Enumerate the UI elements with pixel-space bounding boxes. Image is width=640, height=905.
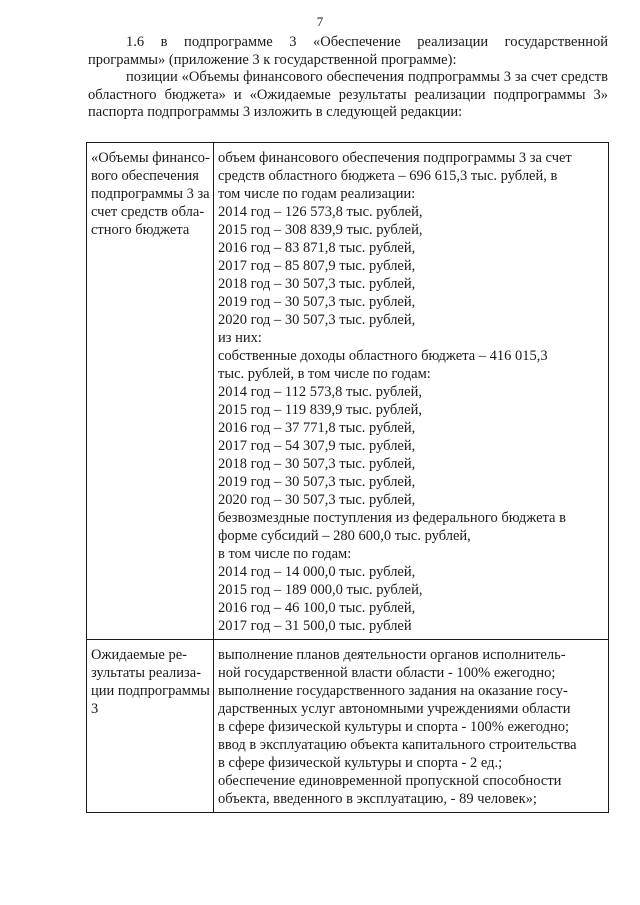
row-content-line: обеспечение единовременной пропускной способности xyxy=(218,773,562,789)
row-label-line: зультаты реализа- xyxy=(91,665,202,681)
row-content-line: объекта, введенного в эксплуатацию, - 89 человек»; xyxy=(218,791,537,807)
intro-paragraph-2: позиции «Объемы финансового обеспечения подпрограммы 3 за счет средств областного бюджета» и «Ожидаемые результаты реализации подпрограммы 3» паспорта подпрограммы 3 изложить в следующей редакции: xyxy=(88,69,608,120)
row-content-line: 2017 год – 85 807,9 тыс. рублей, xyxy=(218,258,416,274)
row-content-line: 2017 год – 31 500,0 тыс. рублей xyxy=(218,618,412,634)
row-label-cell xyxy=(87,640,214,813)
row-content-cell xyxy=(214,640,609,813)
row-content-line: ной государственной власти области - 100% ежегодно; xyxy=(218,665,556,681)
row-content-line: из них: xyxy=(218,330,262,346)
row-content-line: 2015 год – 308 839,9 тыс. рублей, xyxy=(218,222,423,238)
row-content-line: 2016 год – 46 100,0 тыс. рублей, xyxy=(218,600,416,616)
row-content-line: в том числе по годам: xyxy=(218,546,352,562)
row-content-line: ввод в эксплуатацию объекта капитального строительства xyxy=(218,737,577,753)
row-content-line: 2014 год – 14 000,0 тыс. рублей, xyxy=(218,564,416,580)
row-content-line: 2014 год – 112 573,8 тыс. рублей, xyxy=(218,384,422,400)
row-content-line: выполнение планов деятельности органов исполнитель- xyxy=(218,647,566,663)
row-label-cell xyxy=(87,143,214,640)
row-content-line: объем финансового обеспечения подпрограммы 3 за счет xyxy=(218,150,572,166)
row-content-line: 2018 год – 30 507,3 тыс. рублей, xyxy=(218,276,416,292)
row-content-line: тыс. рублей, в том числе по годам: xyxy=(218,366,431,382)
row-content-line: форме субсидий – 280 600,0 тыс. рублей, xyxy=(218,528,471,544)
row-content-line: в сфере физической культуры и спорта - 2 ед.; xyxy=(218,755,503,771)
row-content-line: 2019 год – 30 507,3 тыс. рублей, xyxy=(218,294,416,310)
intro-text xyxy=(88,34,608,122)
row-content-line: 2016 год – 83 871,8 тыс. рублей, xyxy=(218,240,416,256)
row-content-line: 2015 год – 119 839,9 тыс. рублей, xyxy=(218,402,422,418)
intro-paragraph-1: 1.6 в подпрограмме 3 «Обеспечение реализации государственной программы» (приложение 3 к государственной программе): xyxy=(88,34,608,68)
row-content-line: 2020 год – 30 507,3 тыс. рублей, xyxy=(218,312,416,328)
row-content-line: 2018 год – 30 507,3 тыс. рублей, xyxy=(218,456,416,472)
table-row xyxy=(87,143,609,640)
row-label-line: вого обеспечения xyxy=(91,168,199,184)
row-label-line: счет средств обла- xyxy=(91,204,205,220)
row-content-line: 2020 год – 30 507,3 тыс. рублей, xyxy=(218,492,416,508)
row-label-line: подпрограммы 3 за xyxy=(91,186,210,202)
passport-table-body xyxy=(87,143,609,813)
row-content-line: 2015 год – 189 000,0 тыс. рублей, xyxy=(218,582,423,598)
row-content-line: безвозмездные поступления из федерального бюджета в xyxy=(218,510,566,526)
row-content-line: 2017 год – 54 307,9 тыс. рублей, xyxy=(218,438,416,454)
row-content-line: собственные доходы областного бюджета – 416 015,3 xyxy=(218,348,548,364)
row-label-line: «Объемы финансо- xyxy=(91,150,210,166)
row-content-line: 2014 год – 126 573,8 тыс. рублей, xyxy=(218,204,423,220)
row-label-line: 3 xyxy=(91,701,99,717)
row-content-cell xyxy=(214,143,609,640)
row-content-line: 2019 год – 30 507,3 тыс. рублей, xyxy=(218,474,416,490)
page-number: 7 xyxy=(316,14,324,29)
passport-table xyxy=(86,142,609,813)
row-content-line: том числе по годам реализации: xyxy=(218,186,416,202)
row-content-line: 2016 год – 37 771,8 тыс. рублей, xyxy=(218,420,416,436)
row-content-line: выполнение государственного задания на оказание госу- xyxy=(218,683,568,699)
row-content-line: средств областного бюджета – 696 615,3 тыс. рублей, в xyxy=(218,168,558,184)
row-label-line: ции подпрограммы xyxy=(91,683,210,699)
table-row xyxy=(87,640,609,813)
row-label-line: Ожидаемые ре- xyxy=(91,647,187,663)
row-content-line: в сфере физической культуры и спорта - 100% ежегодно; xyxy=(218,719,570,735)
row-label-line: стного бюджета xyxy=(91,222,190,238)
row-content-line: дарственных услуг автономными учреждениями области xyxy=(218,701,571,717)
